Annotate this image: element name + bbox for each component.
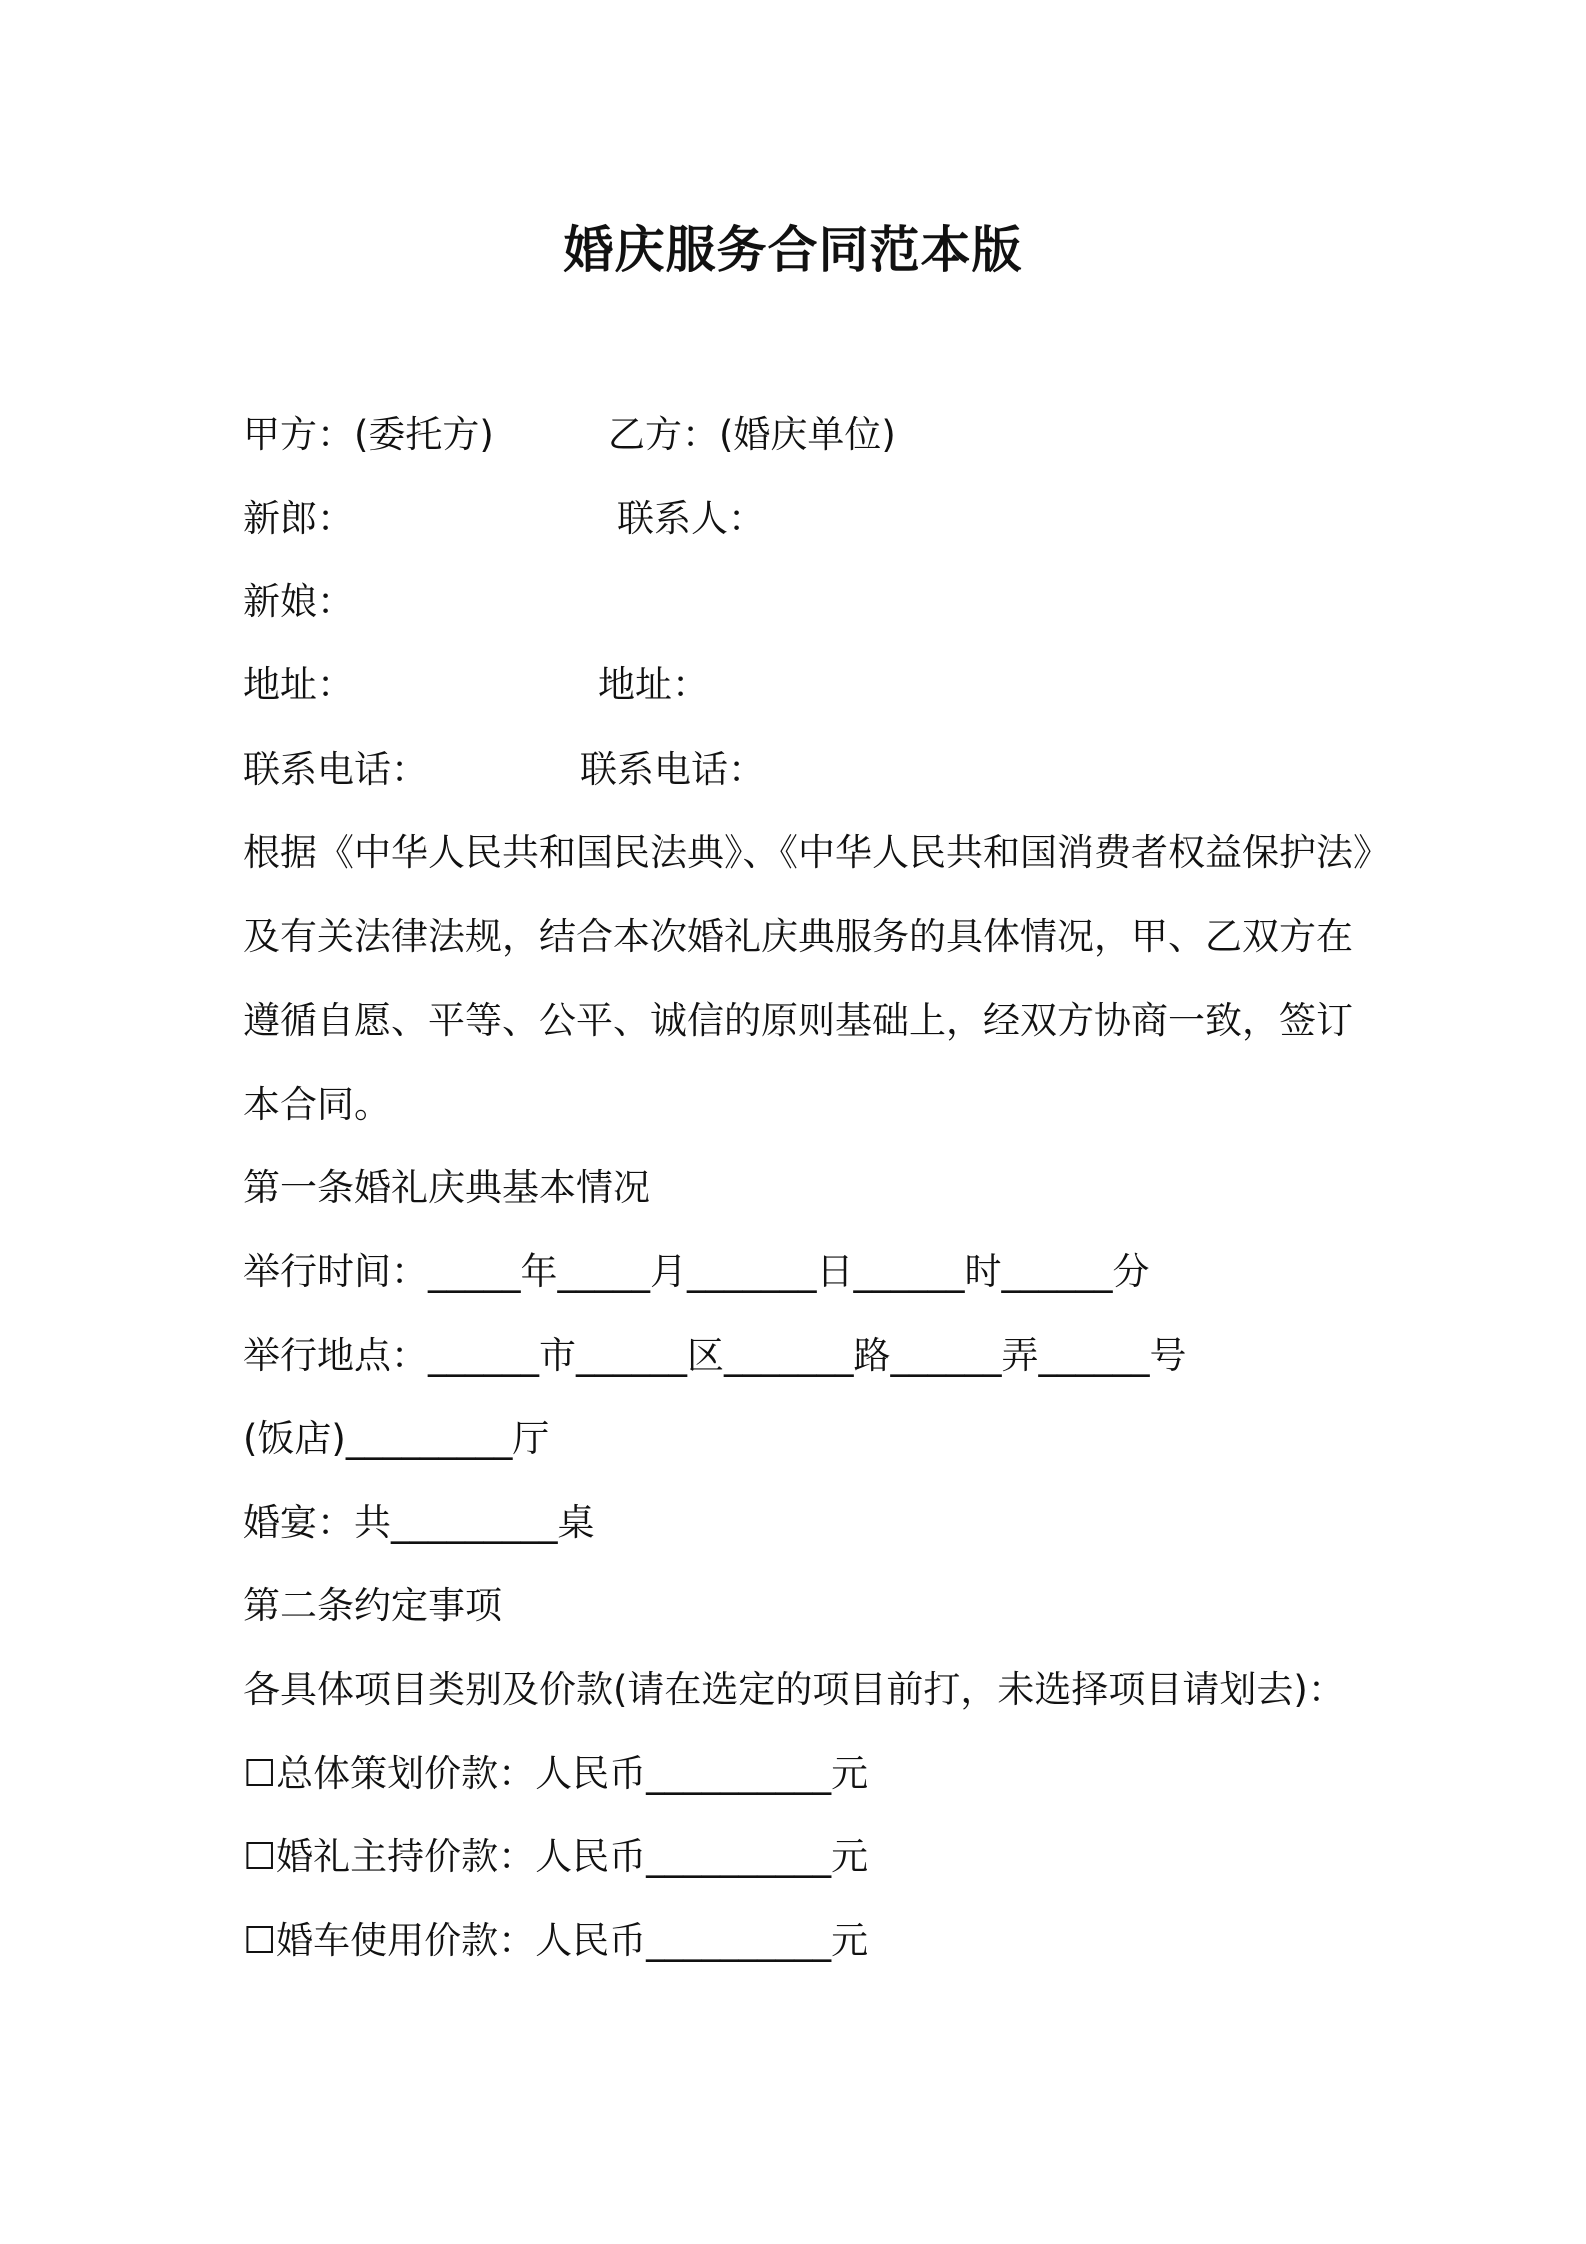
- party-a-label: 甲方：(委托方): [243, 413, 494, 456]
- address-a-label: 地址：: [243, 663, 354, 706]
- preamble-line: 本合同。: [243, 1083, 391, 1126]
- hotel-hall-field: (饭店)_________厅: [243, 1417, 550, 1460]
- preamble-line: 及有关法律法规，结合本次婚礼庆典服务的具体情况，甲、乙双方在: [243, 915, 1353, 958]
- groom-label: 新郎：: [243, 497, 354, 540]
- phone-b-label: 联系电话：: [580, 748, 765, 791]
- price-item-car: ☐婚车使用价款：人民币__________元: [243, 1919, 869, 1962]
- price-item-planning: ☐总体策划价款：人民币__________元: [243, 1752, 869, 1795]
- banquet-tables-field: 婚宴：共_________桌: [243, 1501, 595, 1544]
- article2-intro: 各具体项目类别及价款(请在选定的项目前打，未选择项目请划去)：: [243, 1668, 1345, 1711]
- preamble-line: 根据《中华人民共和国民法典》、《中华人民共和国消费者权益保护法》: [243, 831, 1390, 874]
- preamble-line: 遵循自愿、平等、公平、诚信的原则基础上，经双方协商一致，签订: [243, 999, 1353, 1042]
- article1-heading: 第一条婚礼庆典基本情况: [243, 1166, 650, 1209]
- document-title: 婚庆服务合同范本版: [563, 221, 1023, 279]
- contact-person-label: 联系人：: [617, 497, 765, 540]
- article2-heading: 第二条约定事项: [243, 1584, 502, 1627]
- party-b-label: 乙方：(婚庆单位): [608, 413, 896, 456]
- ceremony-place-field: 举行地点：______市______区_______路______弄______号: [243, 1334, 1187, 1377]
- bride-label: 新娘：: [243, 580, 354, 623]
- phone-a-label: 联系电话：: [243, 748, 428, 791]
- address-b-label: 地址：: [598, 663, 709, 706]
- ceremony-time-field: 举行时间：_____年_____月_______日______时______分: [243, 1250, 1150, 1293]
- price-item-host: ☐婚礼主持价款：人民币__________元: [243, 1835, 869, 1878]
